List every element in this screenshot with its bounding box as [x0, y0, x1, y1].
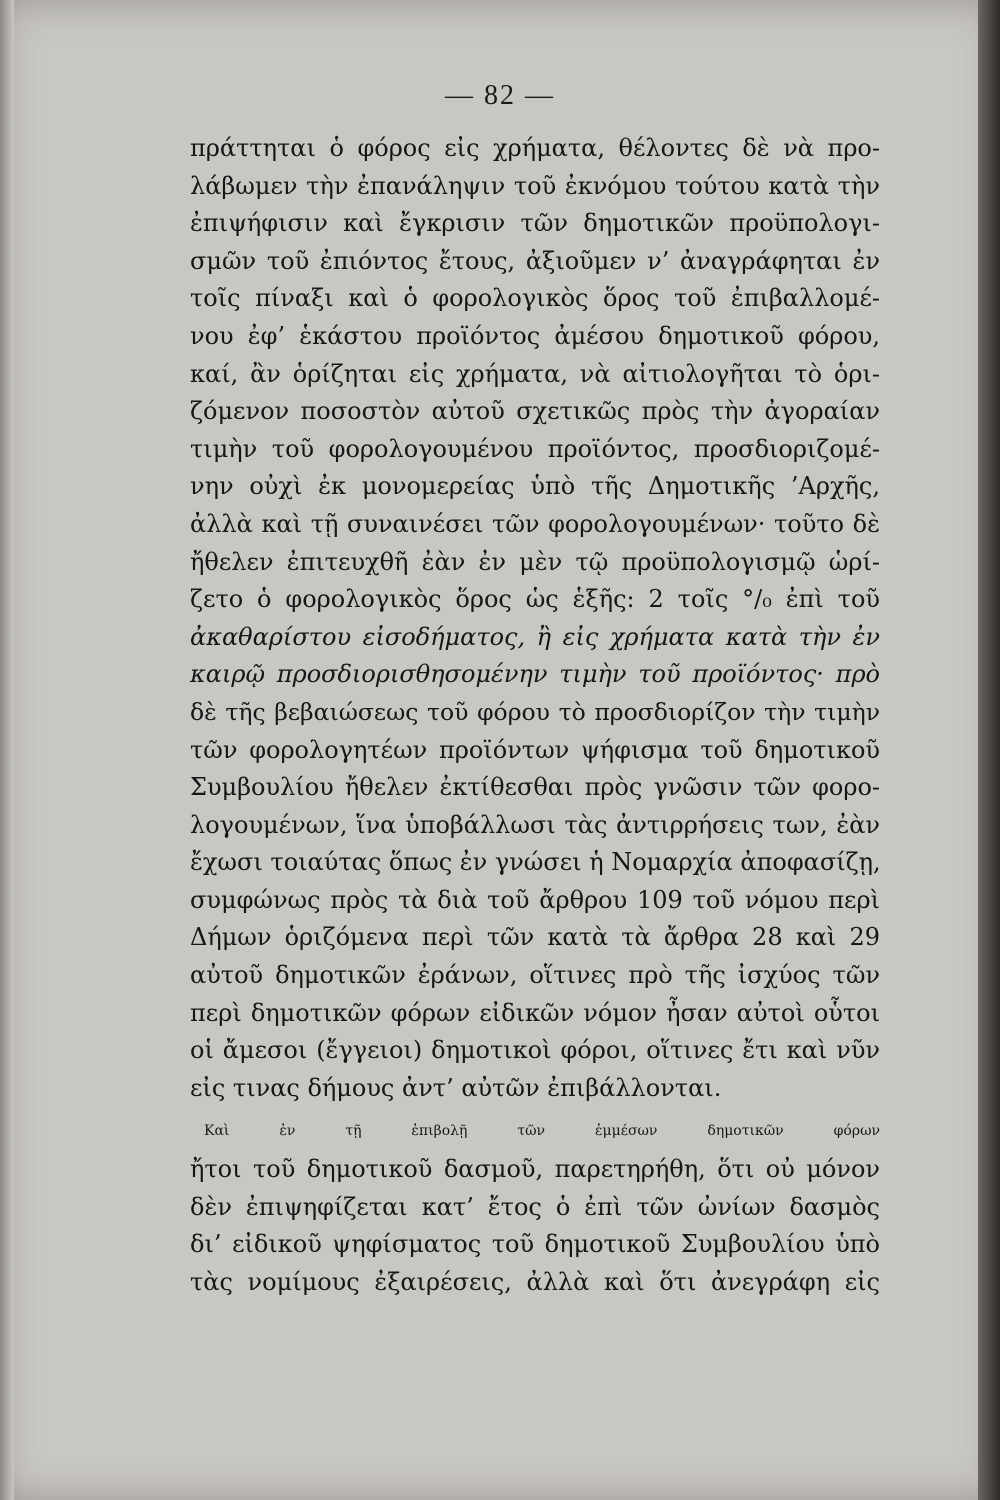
- text-line: ἀλλὰ καὶ τῇ συναινέσει τῶν φορολογουμένων· τοῦτο δὲ: [190, 509, 880, 538]
- text-line: ἤτοι τοῦ δημοτικοῦ δασμοῦ, παρετηρήθη, ὅτι οὐ μόνον: [190, 1155, 880, 1184]
- text-line: τὰς νομίμους ἐξαιρέσεις, ἀλλὰ καὶ ὅτι ἀνεγράφη εἰς: [190, 1267, 880, 1296]
- text-line: ζετο ὁ φορολογικὸς ὅρος ὡς ἑξῆς: 2 τοῖς °/₀ ἐπὶ τοῦ: [190, 585, 880, 614]
- text-line: Καὶ ἐν τῇ ἐπιβολῇ τῶν ἐμμέσων δημοτικῶν φόρων: [204, 1123, 880, 1140]
- body-text: [190, 130, 880, 1301]
- text-line: νου ἐφ’ ἑκάστου προϊόντος ἀμέσου δημοτικοῦ φόρου,: [190, 321, 880, 350]
- text-line: καιρῷ προσδιορισθησομένην τιμὴν τοῦ προϊόντος· πρὸ: [190, 660, 880, 689]
- text-line: δὲ τῆς βεβαιώσεως τοῦ φόρου τὸ προσδιορίζον τὴν τιμὴν: [190, 697, 880, 726]
- page-gutter-shadow: [0, 0, 14, 1500]
- page-number: — 82 —: [445, 80, 555, 111]
- text-line: Συμβουλίου ἤθελεν ἐκτίθεσθαι πρὸς γνῶσιν τῶν φορο-: [190, 773, 880, 802]
- text-line: πράττηται ὁ φόρος εἰς χρήματα, θέλοντες δὲ νὰ προ-: [190, 134, 880, 162]
- text-line: νην οὐχὶ ἐκ μονομερείας ὑπὸ τῆς Δημοτικῆς ’Αρχῆς,: [190, 472, 880, 501]
- text-line: περὶ δημοτικῶν φόρων εἰδικῶν νόμον ἦσαν αὐτοὶ οὗτοι: [190, 998, 880, 1027]
- page-edge-shadow: [978, 0, 1000, 1500]
- text-line: ἀκαθαρίστου εἰσοδήματος, ἢ εἰς χρήματα κατὰ τὴν ἐν: [190, 622, 880, 651]
- text-line: Δήμων ὁριζόμενα περὶ τῶν κατὰ τὰ ἄρθρα 28 καὶ 29: [190, 923, 880, 952]
- text-line: ἔχωσι τοιαύτας ὅπως ἐν γνώσει ἡ Νομαρχία ἀποφασίζῃ,: [190, 848, 881, 877]
- text-line: τιμὴν τοῦ φορολογουμένου προϊόντος, προσδιοριζομέ-: [190, 434, 880, 463]
- text-line: αὐτοῦ δημοτικῶν ἐράνων, οἵτινες πρὸ τῆς ἰσχύος τῶν: [190, 961, 880, 990]
- text-line: ἤθελεν ἐπιτευχθῆ ἐὰν ἐν μὲν τῷ προϋπολογισμῷ ὡρί-: [190, 547, 880, 576]
- text-line: σμῶν τοῦ ἐπιόντος ἔτους, ἀξιοῦμεν ν’ ἀναγράφηται ἐν: [190, 246, 880, 275]
- text-line: συμφώνως πρὸς τὰ διὰ τοῦ ἄρθρου 109 τοῦ νόμου περὶ: [190, 885, 880, 914]
- text-line: λογουμένων, ἵνα ὑποβάλλωσι τὰς ἀντιρρήσεις των, ἐὰν: [190, 810, 880, 839]
- text-line: καί, ἂν ὁρίζηται εἰς χρήματα, νὰ αἰτιολογῆται τὸ ὁρι-: [190, 359, 880, 388]
- text-line: εἰς τινας δήμους ἀντ’ αὐτῶν ἐπιβάλλονται.: [190, 1073, 722, 1102]
- text-line: δι’ εἰδικοῦ ψηφίσματος τοῦ δημοτικοῦ Συμβουλίου ὑπὸ: [190, 1230, 880, 1259]
- text-line: οἱ ἄμεσοι (ἔγγειοι) δημοτικοὶ φόροι, οἵτινες ἔτι καὶ νῦν: [190, 1036, 880, 1065]
- text-line: τῶν φορολογητέων προϊόντων ψήφισμα τοῦ δημοτικοῦ: [190, 735, 880, 764]
- text-line: δὲν ἐπιψηφίζεται κατ’ ἔτος ὁ ἐπὶ τῶν ὠνίων δασμὸς: [190, 1192, 880, 1221]
- text-line: ζόμενον ποσοστὸν αὐτοῦ σχετικῶς πρὸς τὴν ἀγοραίαν: [190, 397, 880, 426]
- text-line: ἐπιψήφισιν καὶ ἔγκρισιν τῶν δημοτικῶν προϋπολογι-: [190, 209, 880, 238]
- text-line: τοῖς πίναξι καὶ ὁ φορολογικὸς ὅρος τοῦ ἐπιβαλλομέ-: [190, 284, 880, 313]
- text-line: λάβωμεν τὴν ἐπανάληψιν τοῦ ἐκνόμου τούτου κατὰ τὴν: [190, 171, 880, 200]
